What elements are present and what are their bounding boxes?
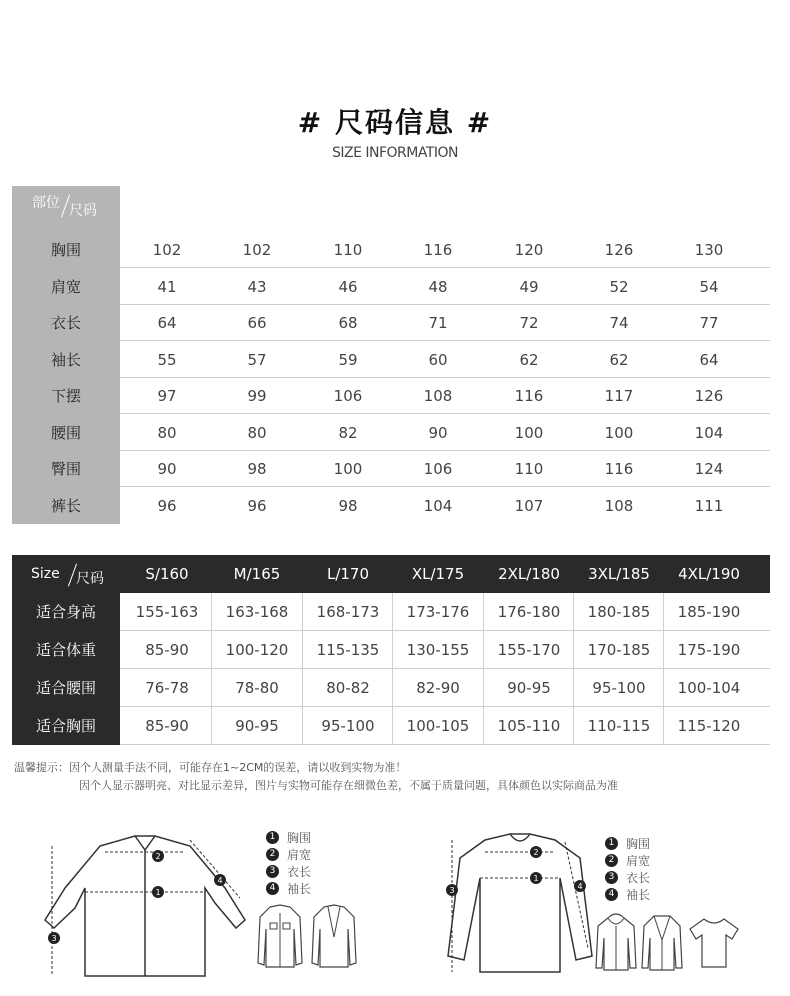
measurement-cell: 100 <box>333 460 363 478</box>
measurement-row <box>12 305 770 341</box>
column-divider <box>211 593 212 745</box>
measurement-cell: 126 <box>694 387 724 405</box>
fit-row <box>12 707 770 745</box>
measurement-row <box>12 488 770 524</box>
legend-item: 1 胸围 <box>266 829 311 846</box>
column-divider <box>573 593 574 745</box>
fit-cell: 163-168 <box>225 603 289 621</box>
measurement-cell: 64 <box>157 314 177 332</box>
measurement-cell: 106 <box>423 460 453 478</box>
note-color: 因个人显示器明亮、对比显示差异，图片与实物可能存在细微色差，不属于质量问题，具体颜色以实际商品为准 <box>79 779 618 792</box>
measurement-cell: 80 <box>157 423 177 442</box>
column-divider <box>302 593 303 745</box>
measurement-row <box>12 415 770 451</box>
fit-row-label: 适合胸围 <box>35 717 96 735</box>
measurement-cell: 90 <box>157 460 177 478</box>
measurement-row-label: 衣长 <box>50 314 81 332</box>
measurement-cell: 120 <box>514 241 544 259</box>
fit-cell: 173-176 <box>406 603 470 621</box>
blazer-icon <box>310 903 358 969</box>
fit-cell: 170-185 <box>587 641 651 659</box>
fit-cell: 100-104 <box>677 679 741 697</box>
fit-row <box>12 669 770 707</box>
fit-table-header <box>12 555 770 593</box>
measurement-cell: 62 <box>519 350 539 369</box>
legend-item: 4 袖长 <box>605 886 650 903</box>
measurement-cell: 43 <box>247 277 267 296</box>
measurement-cell: 110 <box>333 241 363 259</box>
corner-label-size-cn: 尺码 <box>76 571 104 587</box>
measurement-cell: 130 <box>694 241 724 259</box>
size-header-cell: 2XL/180 <box>498 565 560 583</box>
sweater-diagram-icon <box>440 828 600 978</box>
fit-cell: 95-100 <box>321 717 375 735</box>
measurement-cell: 99 <box>247 387 267 405</box>
measurement-cell: 52 <box>609 277 629 296</box>
measurement-cell: 68 <box>338 314 358 332</box>
measurement-cell: 97 <box>157 387 177 405</box>
size-header-cell: S/160 <box>145 565 189 583</box>
fit-cell: 105-110 <box>497 717 561 735</box>
measurement-row-label: 胸围 <box>50 241 81 259</box>
measurement-cell: 124 <box>694 460 724 478</box>
page-title: # 尺码信息 # <box>297 106 493 139</box>
measurement-cell: 66 <box>247 314 267 332</box>
fit-cell: 130-155 <box>406 641 470 659</box>
corner-label-size-en: Size <box>31 566 60 582</box>
fit-cell: 100-120 <box>225 641 289 659</box>
fit-cell: 78-80 <box>235 679 279 697</box>
fit-cell: 115-135 <box>316 641 380 659</box>
measurement-cell: 59 <box>338 350 358 369</box>
size-header-cell: M/165 <box>233 565 281 583</box>
fit-row <box>12 631 770 669</box>
svg-text:1: 1 <box>533 874 539 883</box>
fit-row-label: 适合腰围 <box>35 679 96 697</box>
svg-text:3: 3 <box>449 886 455 895</box>
shirt-diagram-icon <box>40 828 255 978</box>
svg-text:1: 1 <box>155 888 161 897</box>
fit-cell: 180-185 <box>587 603 651 621</box>
measurement-cell: 96 <box>247 496 267 515</box>
measurement-cell: 77 <box>699 314 719 332</box>
measurement-row-label: 臀围 <box>50 460 81 478</box>
fit-cell: 100-105 <box>406 717 470 735</box>
legend-item: 1 胸围 <box>605 835 650 852</box>
legend-right <box>605 835 650 903</box>
fit-row-label: 适合体重 <box>35 641 96 659</box>
fit-cell: 76-78 <box>145 679 189 697</box>
measurement-cell: 46 <box>338 277 358 296</box>
page-subtitle: SIZE INFORMATION <box>331 145 459 161</box>
measurement-cell: 108 <box>423 387 453 405</box>
cardigan-icon <box>640 912 684 972</box>
column-divider <box>663 593 664 745</box>
corner-label-size: 尺码 <box>69 203 97 219</box>
measurement-cell: 104 <box>423 496 453 515</box>
measurement-cell: 107 <box>514 496 544 515</box>
measurement-cell: 111 <box>694 496 724 515</box>
measurement-cell: 82 <box>338 423 358 442</box>
measurement-cell: 49 <box>519 277 539 296</box>
measurement-cell: 100 <box>604 423 634 442</box>
fit-cell: 168-173 <box>316 603 380 621</box>
measurement-cell: 98 <box>338 496 358 515</box>
fit-cell: 82-90 <box>416 679 460 697</box>
measurement-row-label: 袖长 <box>50 350 81 369</box>
measurement-cell: 57 <box>247 350 267 369</box>
measurement-cell: 96 <box>157 496 177 515</box>
measurement-cell: 100 <box>514 423 544 442</box>
fit-cell: 90-95 <box>507 679 551 697</box>
fit-cell: 155-163 <box>135 603 199 621</box>
legend-item: 3 衣长 <box>266 863 311 880</box>
measurement-cell: 64 <box>699 350 719 369</box>
column-divider <box>392 593 393 745</box>
measurement-cell: 90 <box>428 423 448 442</box>
measurement-cell: 74 <box>609 314 629 332</box>
legend-left <box>266 829 311 897</box>
measurement-row-label: 下摆 <box>50 387 81 405</box>
fit-row-label: 适合身高 <box>35 603 96 621</box>
measurement-row <box>12 269 770 305</box>
note-measurement: 温馨提示：因个人测量手法不同，可能存在1~2CM的误差，请以收到实物为准！ <box>14 761 407 774</box>
svg-text:4: 4 <box>577 882 583 891</box>
measurement-table-corner <box>12 186 120 232</box>
fit-cell: 115-120 <box>677 717 741 735</box>
denim-jacket-icon <box>256 903 304 969</box>
corner-label-part: 部位 <box>32 195 60 211</box>
measurement-cell: 41 <box>157 277 177 296</box>
measure-markers <box>48 850 226 944</box>
measurement-cell: 71 <box>428 314 448 332</box>
svg-text:4: 4 <box>217 876 223 885</box>
measurement-row <box>12 232 770 268</box>
fit-cell: 185-190 <box>677 603 741 621</box>
legend-item: 2 肩宽 <box>605 852 650 869</box>
size-header-cell: 3XL/185 <box>588 565 650 583</box>
fit-cell: 176-180 <box>497 603 561 621</box>
size-header-cell: XL/175 <box>411 565 465 583</box>
svg-text:2: 2 <box>155 852 161 861</box>
measurement-row-label: 肩宽 <box>50 277 81 296</box>
fit-cell: 85-90 <box>145 717 189 735</box>
measurement-row <box>12 451 770 487</box>
fit-cell: 95-100 <box>592 679 646 697</box>
measurement-cell: 110 <box>514 460 544 478</box>
measurement-row <box>12 342 770 378</box>
fit-cell: 90-95 <box>235 717 279 735</box>
measurement-row <box>12 378 770 414</box>
tshirt-icon <box>688 915 740 969</box>
fit-cell: 85-90 <box>145 641 189 659</box>
row-divider <box>120 744 770 745</box>
measurement-cell: 98 <box>247 460 267 478</box>
size-header-cell: 4XL/190 <box>678 565 740 583</box>
measurement-cell: 102 <box>242 241 272 259</box>
measurement-cell: 102 <box>152 241 182 259</box>
measurement-cell: 108 <box>604 496 634 515</box>
measurement-cell: 117 <box>604 387 634 405</box>
measurement-cell: 116 <box>423 241 453 259</box>
measurement-cell: 48 <box>428 277 448 296</box>
measurement-cell: 116 <box>514 387 544 405</box>
fit-cell: 175-190 <box>677 641 741 659</box>
measurement-cell: 60 <box>428 350 448 369</box>
svg-text:2: 2 <box>533 848 539 857</box>
measurement-cell: 106 <box>333 387 363 405</box>
measurement-cell: 72 <box>519 314 539 332</box>
measurement-cell: 116 <box>604 460 634 478</box>
measurement-row-label: 裤长 <box>50 496 81 515</box>
legend-item: 3 衣长 <box>605 869 650 886</box>
measurement-cell: 126 <box>604 241 634 259</box>
measurement-cell: 80 <box>247 423 267 442</box>
fit-row <box>12 593 770 631</box>
legend-item: 4 袖长 <box>266 880 311 897</box>
measurement-cell: 62 <box>609 350 629 369</box>
measurement-cell: 55 <box>157 350 177 369</box>
size-header-cell: L/170 <box>326 565 370 583</box>
measurement-cell: 104 <box>694 423 724 442</box>
svg-text:3: 3 <box>51 934 57 943</box>
legend-item: 2 肩宽 <box>266 846 311 863</box>
measurement-row-label: 腰围 <box>50 423 81 442</box>
fit-cell: 80-82 <box>326 679 370 697</box>
measurement-cell: 54 <box>699 277 719 296</box>
column-divider <box>483 593 484 745</box>
fit-cell: 110-115 <box>587 717 651 735</box>
hoodie-icon <box>594 912 638 972</box>
fit-cell: 155-170 <box>497 641 561 659</box>
